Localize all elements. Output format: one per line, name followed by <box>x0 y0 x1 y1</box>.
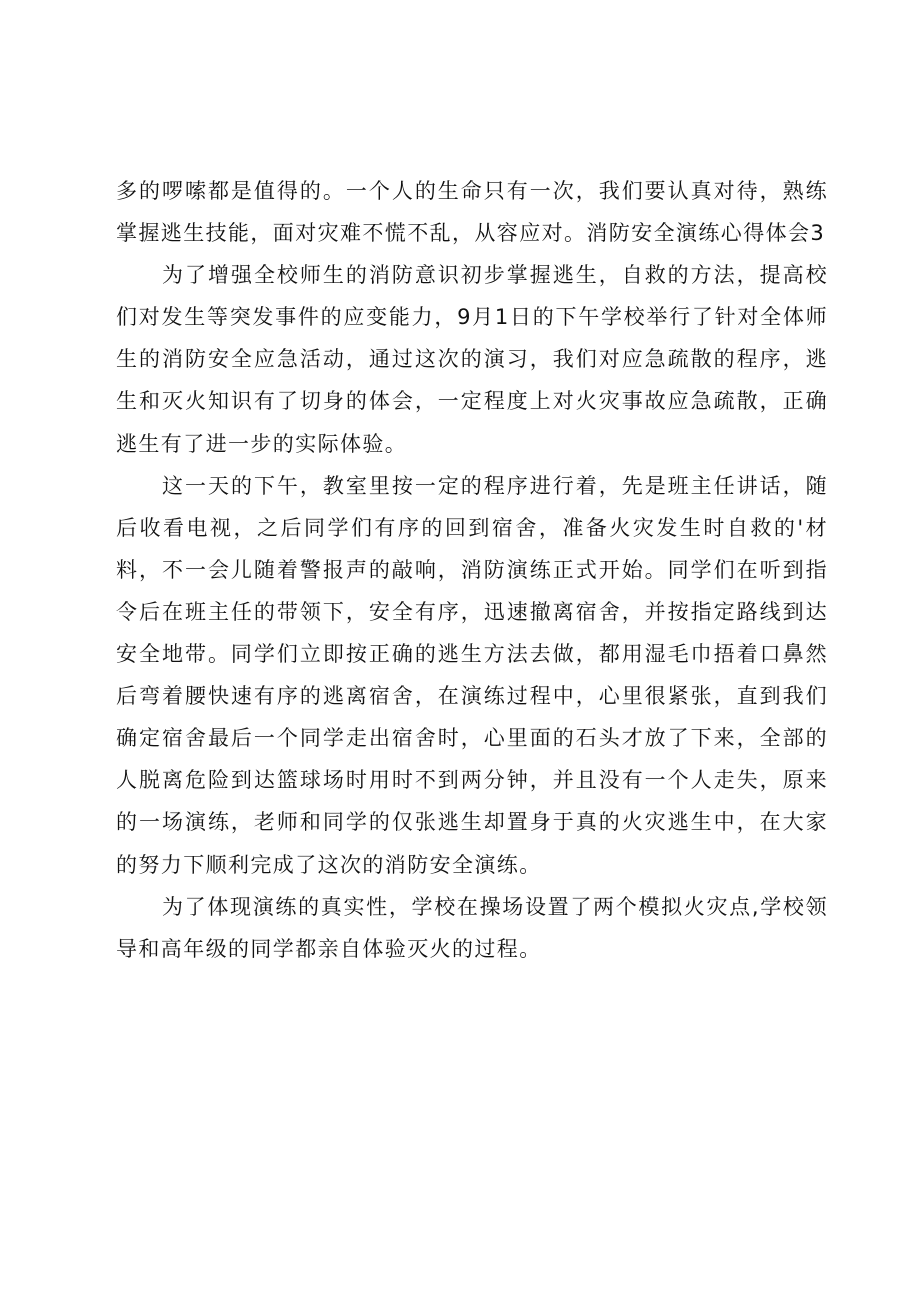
document-body <box>116 170 828 970</box>
paragraph-drill-process: 这一天的下午，教室里按一定的程序进行着，先是班主任讲话，随后收看电视，之后同学们有序的回到宿舍，准备火灾发生时自救的'材料，不一会儿随着警报声的敲响，消防演练正式开始。同学们在听到指令后在班主任的带领下，安全有序，迅速撤离宿舍，并按指定路线到达安全地带。同学们立即按正确的逃生方法去做，都用湿毛巾捂着口鼻然后弯着腰快速有序的逃离宿舍，在演练过程中，心里很紧张，直到我们确定宿舍最后一个同学走出宿舍时，心里面的石头才放了下来，全部的人脱离危险到达篮球场时用时不到两分钟，并且没有一个人走失，原来的一场演练，老师和同学的仅张逃生却置身于真的火灾逃生中，在大家的努力下顺利完成了这次的消防安全演练。 <box>116 473 828 877</box>
paragraph-fire-simulation: 为了体现演练的真实性，学校在操场设置了两个模拟火灾点,学校领导和高年级的同学都亲自体验灭火的过程。 <box>116 894 828 961</box>
paragraph-continuation: 多的啰嗦都是值得的。一个人的生命只有一次，我们要认真对待，熟练掌握逃生技能，面对灾难不慌不乱，从容应对。消防安全演练心得体会3 <box>116 179 828 246</box>
paragraph-intro: 为了增强全校师生的消防意识初步掌握逃生，自救的方法，提高校们对发生等突发事件的应变能力，9月1日的下午学校举行了针对全体师生的消防安全应急活动，通过这次的演习，我们对应急疏散的程序，逃生和灭火知识有了切身的体会，一定程度上对火灾事故应急疏散，正确逃生有了进一步的实际体验。 <box>116 263 828 456</box>
